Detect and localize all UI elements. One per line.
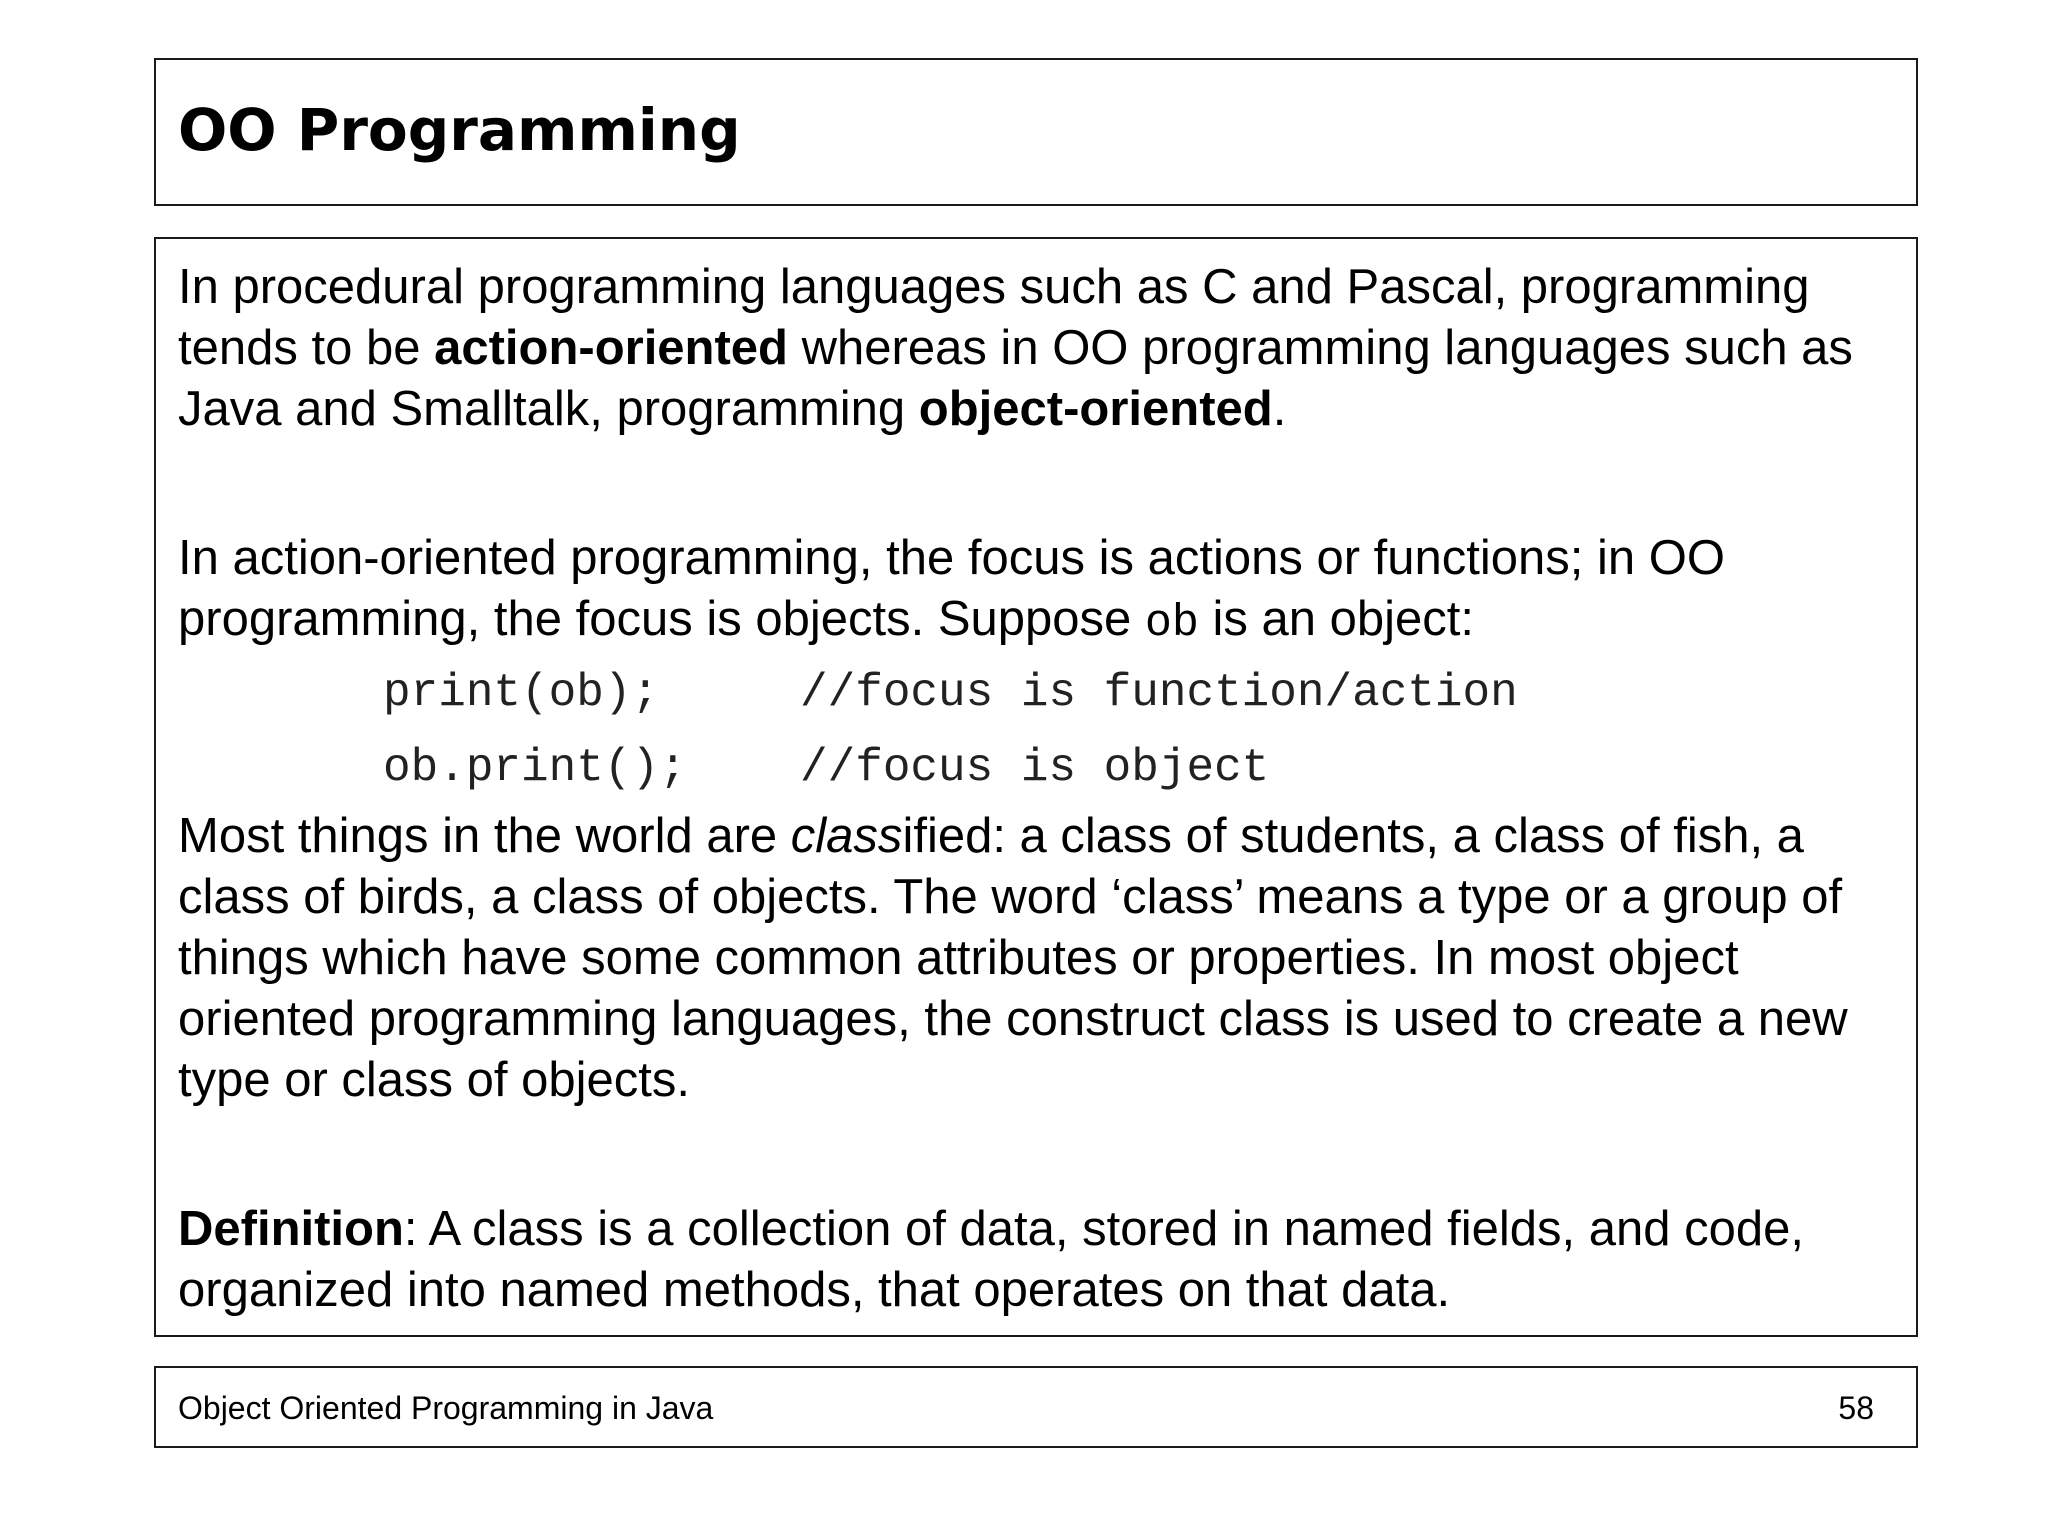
code-line [178,731,1898,806]
code-comment: //focus is function/action [800,667,1518,719]
paragraph-definition [178,1199,1898,1321]
slide-content-box [154,237,1918,1337]
p2-text-1: In action-oriented programming, the focus is actions or functions; in OO programming, the focus is objects. Suppose [178,531,1725,646]
p1-bold-object-oriented: object-oriented [918,382,1273,436]
p3-text-1: Most things in the world are [178,809,791,863]
paragraph-classification [178,806,1898,1111]
code-statement: print(ob); [383,667,660,719]
slide-body [178,257,1898,1321]
p1-text-2: whereas in OO programming languages such as Java and Smalltalk, programming [178,321,1853,436]
paragraph-procedural-vs-oo [178,257,1898,440]
slide-footer [154,1366,1918,1448]
slide-title: OO Programming [178,96,741,164]
code-comment: //focus is object [800,742,1270,794]
paragraph-focus [178,528,1898,654]
p1-text-3: . [1272,382,1287,436]
p4-bold-definition: Definition [178,1202,404,1256]
p2-inline-code-ob: ob [1144,598,1199,649]
p1-text-1: In procedural programming languages such as C and Pascal, programming tends to be [178,260,1810,375]
p4-text-1: : A class is a collection of data, stored in named fields, and code, organized into named methods, that operates on that data. [178,1202,1804,1317]
slide-title-box [154,58,1918,206]
p3-italic-class: class [790,809,903,863]
p1-bold-action-oriented: action-oriented [434,321,788,375]
p2-text-2: is an object: [1198,592,1475,646]
footer-page-number: 58 [1838,1390,1874,1426]
p3-text-2: ified: a class of students, a class of fish, a class of birds, a class of objects. The word ‘class’ means a type or a group of things which have some common attributes or properties. In most object oriented programming languages, the construct class is used to create a new type or class of objects. [178,809,1848,1107]
footer-course-title: Object Oriented Programming in Java [178,1390,714,1426]
code-example [178,656,1898,806]
code-statement: ob.print(); [383,742,687,794]
code-line [178,656,1898,731]
